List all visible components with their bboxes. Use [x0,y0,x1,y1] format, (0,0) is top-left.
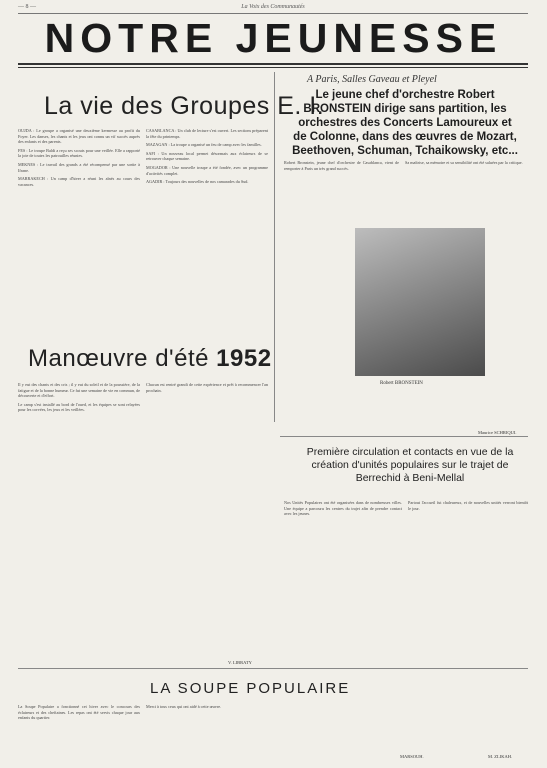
concert-signature: Maurice SCHRIQUI. [478,430,517,435]
paragraph: La Soupe Populaire a fonctionné cet hiver avec le concours des éclaireurs et des cheftaines. Les repas ont été servis chaque jour aux enfants du quartier. [18,704,140,721]
paragraph: MARRAKECH : Un camp d'hiver a réuni les aînés au cours des vacances. [18,176,140,187]
premiere-column-1 [284,500,402,660]
paragraph: Le camp s'est installé au bord de l'oued, et les équipes se sont relayées pour les corvées, les jeux et les veillées. [18,401,140,413]
masthead-rule-thin [18,67,528,68]
manoeuvre-column-2 [146,382,268,652]
paragraph: Il y eut des chants et des cris ; il y eut du soleil et de la poussière, de la fatigue et de la bonne humeur. Ce fut une semaine de vie en commun, de découverte et d'effort. [18,382,140,399]
concert-column-1 [284,160,399,222]
concert-kicker: A Paris, Salles Gaveau et Pleyel [307,74,437,85]
paragraph: CASABLANCA : Un club de lecture s'est ouvert. Les sections préparent la fête du printemps. [146,128,268,139]
paragraph: FES : Le troupe Baldi a reçu ses scouts pour une veillée. Elle a rapporté la joie de toutes les patrouilles réunies. [18,147,140,159]
running-header [18,4,528,12]
paragraph: MEKNES : Le travail des grands a été récompensé par une sortie à Ifrane. [18,161,140,173]
bronstein-photo [355,228,485,376]
premiere-column-2 [408,500,528,660]
soupe-signature: MARSOUH. [400,754,424,759]
groupes-column-1 [18,128,140,333]
header-rule [18,13,528,14]
concert-title: Le jeune chef d'orchestre Robert BRONSTEIN dirige sans partition, les orchestres des Concerts Lamoureux et de Colonne, dans des œuvres de Mozart, Beethoven, Schuman, Tchaikowsky, etc... [292,89,518,157]
manoeuvre-signature: V. LIBRATY [228,660,252,665]
soupe-title: LA SOUPE POPULAIRE [150,680,351,697]
soupe-column-1 [18,704,140,762]
paragraph: Sa maîtrise, sa mémoire et sa sensibilité ont été saluées par la critique. [405,160,523,165]
paragraph: OUJDA : Le groupe a organisé une deuxième kermesse au profit du Foyer. Les danses, les chants et les jeux ont connu un vif succès auprès des enfants et des parents. [18,128,140,145]
groupes-title: La vie des Groupes E. I. [44,92,325,120]
manoeuvre-title-text: Manœuvre d'été [28,345,209,372]
paragraph: Chacun est rentré grandi de cette expérience et prêt à recommencer l'an prochain. [146,382,268,393]
manoeuvre-title [28,345,272,373]
soupe-rule [18,668,528,669]
publication-name: La Voix des Communautés [241,4,305,10]
groupes-column-2 [146,128,268,333]
photo-caption: Robert BRONSTEIN [380,381,423,386]
paragraph: Robert Bronstein, jeune chef d'orchestre de Casablanca, vient de remporter à Paris un très grand succès. [284,160,399,171]
soupe-column-2 [146,704,268,762]
paragraph: Nos Unités Populaires ont été organisées dans de nombreuses villes. Une équipe a parcouru les centres du trajet afin de prendre contact avec les jeunes. [284,500,402,517]
column-divider [274,72,275,422]
paragraph: Partout l'accueil fut chaleureux, et de nouvelles unités verront bientôt le jour. [408,500,528,511]
paragraph: AGADIR : Toujours des nouvelles de nos camarades du Sud. [146,179,249,185]
masthead-rule [18,63,528,65]
paragraph: MOGADOR : Une nouvelle troupe a été fondée, avec un programme d'activités complet. [146,164,268,176]
paragraph: SAFI : Un nouveau local permet désormais aux éclaireurs de se retrouver chaque semaine. [146,150,268,162]
paragraph: Merci à tous ceux qui ont aidé à cette œuvre. [146,704,222,709]
section-masthead: NOTRE JEUNESSE [44,15,503,61]
concert-column-2 [405,160,528,222]
manoeuvre-year: 1952 [216,345,272,372]
paragraph: MAZAGAN : La troupe a organisé un feu de camp avec les familles. [146,142,262,148]
premiere-title: Première circulation et contacts en vue de la création d'unités populaires sur le trajet de Berrechid à Beni-Mellal [306,446,514,484]
page-number: — 8 — [18,4,36,10]
manoeuvre-column-1 [18,382,140,652]
section-rule [280,436,528,437]
premiere-signature: M. ZLIKAH. [488,754,513,759]
